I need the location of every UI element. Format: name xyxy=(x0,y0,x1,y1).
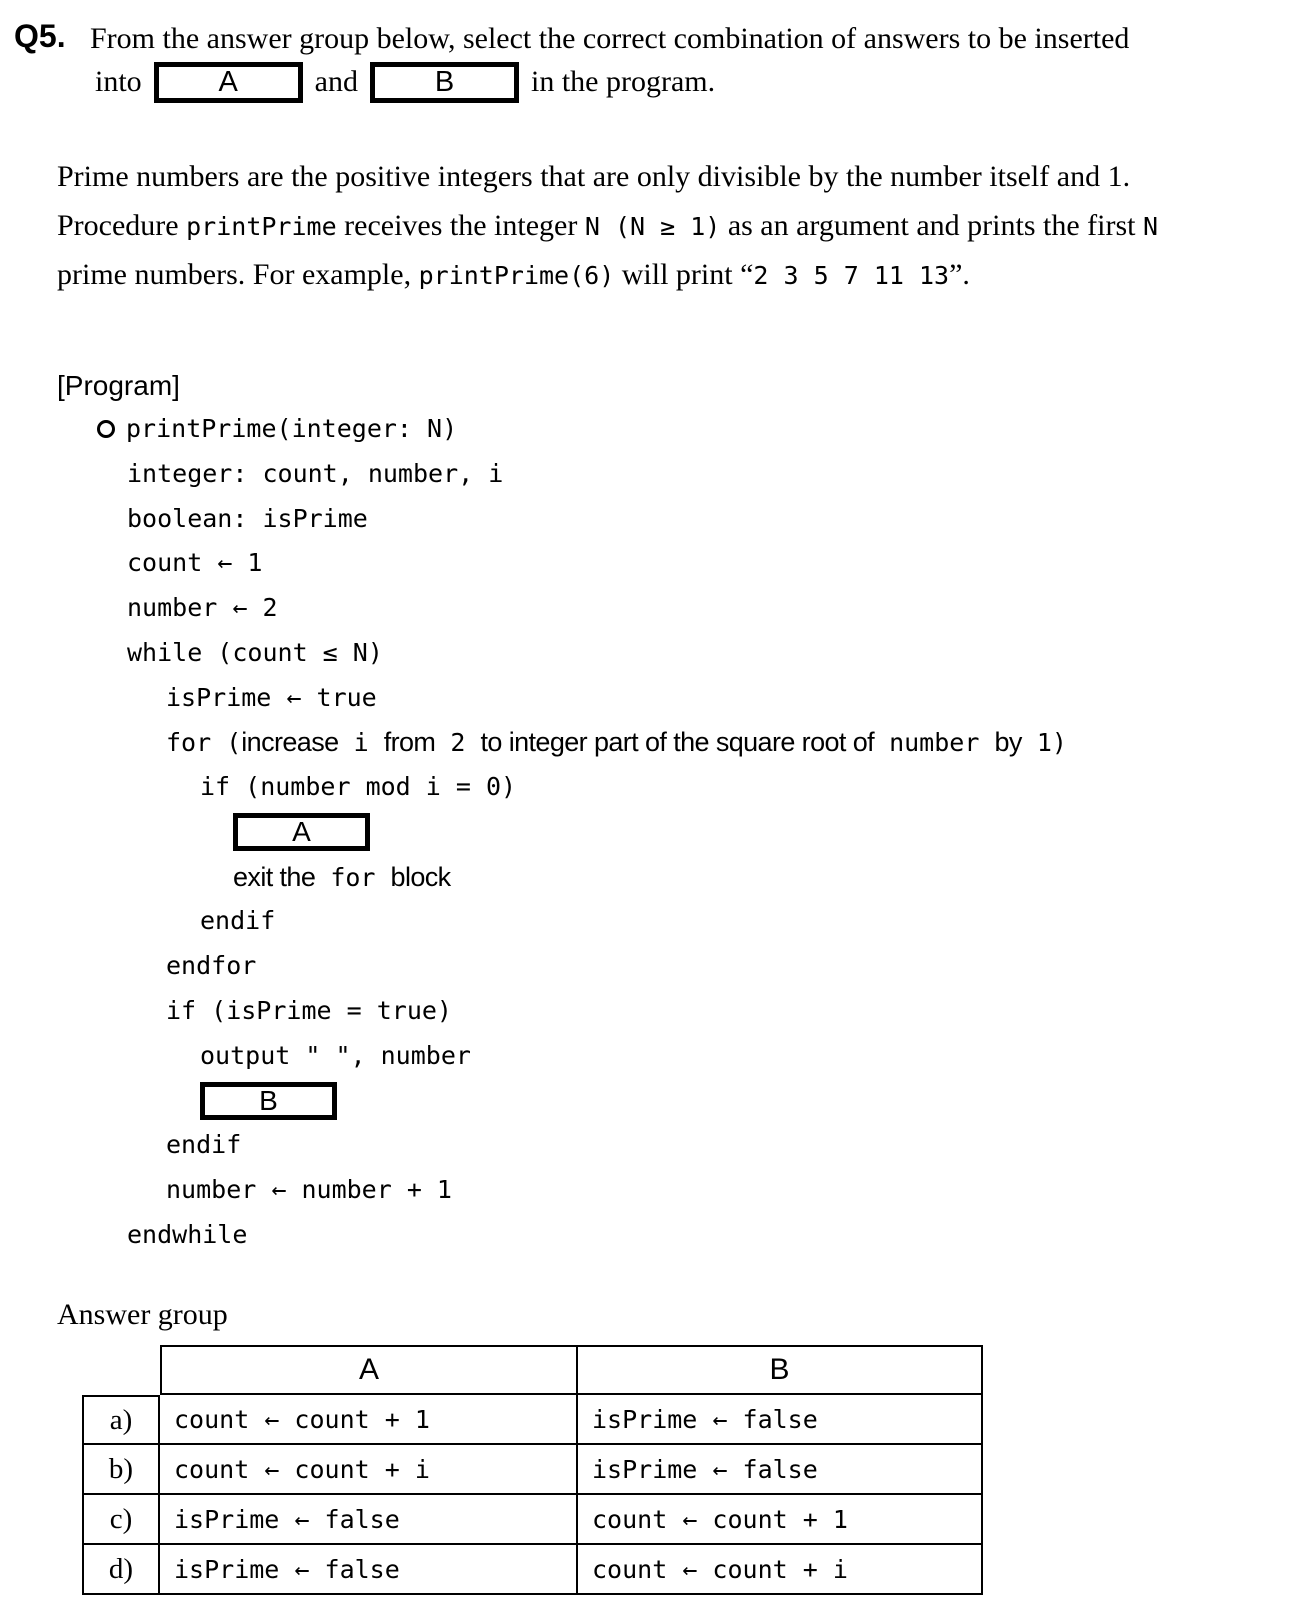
answer-cell-a: count ← count + i xyxy=(160,1445,578,1495)
text-segment: i xyxy=(338,728,384,758)
answer-cell-b: count ← count + 1 xyxy=(578,1495,983,1545)
code-line xyxy=(127,586,1267,631)
answer-cell-b: count ← count + i xyxy=(578,1545,983,1595)
text-segment: Prime numbers are the positive integers that are only divisible by the number itself and 1. xyxy=(57,160,1131,193)
answer-cell-a: count ← count + 1 xyxy=(160,1395,578,1445)
text-segment: printPrime(integer: N) xyxy=(126,414,458,443)
text-segment: for xyxy=(315,862,391,892)
text-segment: if (number mod i = 0) xyxy=(200,772,517,801)
code-blank-box-a: A xyxy=(233,813,370,851)
code-line xyxy=(166,1168,1267,1213)
code-blank-box-row xyxy=(200,1078,1267,1123)
text-segment: endif xyxy=(200,906,276,936)
answer-cell-a: isPrime ← false xyxy=(160,1545,578,1595)
question-number: Q5. xyxy=(14,18,66,54)
question-line2-suffix: in the program. xyxy=(531,65,716,98)
text-segment: from xyxy=(383,727,436,758)
program-code xyxy=(127,407,1267,1257)
text-segment: number xyxy=(874,728,995,758)
code-blank-box-b: B xyxy=(200,1082,337,1120)
answer-column-header-b: B xyxy=(578,1345,983,1395)
answer-cell-b: isPrime ← false xyxy=(578,1395,983,1445)
code-line xyxy=(127,631,1267,676)
text-segment: output " ", number xyxy=(200,1040,471,1070)
text-segment: exit the xyxy=(233,861,316,892)
answer-row-key: d) xyxy=(82,1545,160,1595)
answer-group-label: Answer group xyxy=(57,1298,228,1331)
code-line xyxy=(127,407,1267,452)
code-line xyxy=(166,1123,1267,1168)
text-segment: printPrime xyxy=(186,212,337,241)
description-line-3 xyxy=(57,260,970,290)
code-line xyxy=(166,676,1267,721)
text-segment: receives the integer xyxy=(336,209,585,242)
text-segment: endfor xyxy=(166,951,257,980)
answer-table xyxy=(82,1345,983,1595)
text-segment: boolean: isPrime xyxy=(127,503,368,533)
text-segment: N xyxy=(1143,212,1159,241)
code-line xyxy=(127,497,1267,542)
procedure-bullet-icon xyxy=(97,420,115,438)
code-line xyxy=(200,1034,1267,1079)
text-segment: block xyxy=(390,861,451,892)
answer-row-key: b) xyxy=(82,1445,160,1495)
code-line xyxy=(200,765,1267,810)
text-segment: for ( xyxy=(166,728,242,758)
code-blank-box-row xyxy=(233,810,1267,855)
question-line2-prefix: into xyxy=(95,65,142,98)
text-segment: to xyxy=(480,727,509,758)
answer-cell-b: isPrime ← false xyxy=(578,1445,983,1495)
question-text-line1: From the answer group below, select the correct combination of answers to be inserted xyxy=(90,22,1130,55)
text-segment: endif xyxy=(166,1130,242,1159)
text-segment: increase xyxy=(241,727,339,758)
text-segment: number ← 2 xyxy=(127,593,278,622)
answer-row-key: c) xyxy=(82,1495,160,1545)
text-segment: integer: count, number, i xyxy=(127,458,504,488)
answer-row-key: a) xyxy=(82,1395,160,1445)
code-line xyxy=(127,1213,1267,1258)
text-segment: while (count ≤ N) xyxy=(127,637,383,667)
text-segment: isPrime ← true xyxy=(166,682,377,712)
question-blank-box-a: A xyxy=(154,62,303,103)
text-segment: ”. xyxy=(949,258,970,291)
code-line xyxy=(166,989,1267,1034)
answer-table-corner-spacer xyxy=(82,1345,160,1395)
text-segment: N (N ≥ 1) xyxy=(584,212,721,241)
code-line xyxy=(200,899,1267,944)
text-segment: 1) xyxy=(1021,728,1067,758)
text-segment: will print “ xyxy=(614,258,754,291)
code-line xyxy=(127,452,1267,497)
question-line2-middle: and xyxy=(314,65,358,98)
code-line xyxy=(233,855,1267,900)
text-segment: prime numbers. For example, xyxy=(57,258,419,291)
text-segment: count ← 1 xyxy=(127,548,263,578)
text-segment: integer part of the square root of xyxy=(508,727,875,758)
text-segment: number ← number + 1 xyxy=(166,1174,452,1204)
text-segment: 2 3 5 7 11 13 xyxy=(753,261,950,290)
description-line-2 xyxy=(57,211,1158,241)
question-blank-box-b: B xyxy=(370,62,519,103)
answer-cell-a: isPrime ← false xyxy=(160,1495,578,1545)
text-segment: as an argument and prints the first xyxy=(720,209,1143,242)
text-segment: Procedure xyxy=(57,209,187,242)
program-label: [Program] xyxy=(57,370,180,401)
text-segment: endwhile xyxy=(127,1219,248,1249)
text-segment: if (isPrime = true) xyxy=(166,995,452,1025)
answer-column-header-a: A xyxy=(160,1345,578,1395)
code-line xyxy=(166,720,1267,765)
text-segment: by xyxy=(994,727,1022,758)
description-line-1 xyxy=(57,162,1130,192)
text-segment: printPrime(6) xyxy=(418,261,615,290)
text-segment: 2 xyxy=(435,728,481,758)
code-line xyxy=(127,541,1267,586)
question-text-line2 xyxy=(95,58,715,106)
code-line xyxy=(166,944,1267,989)
